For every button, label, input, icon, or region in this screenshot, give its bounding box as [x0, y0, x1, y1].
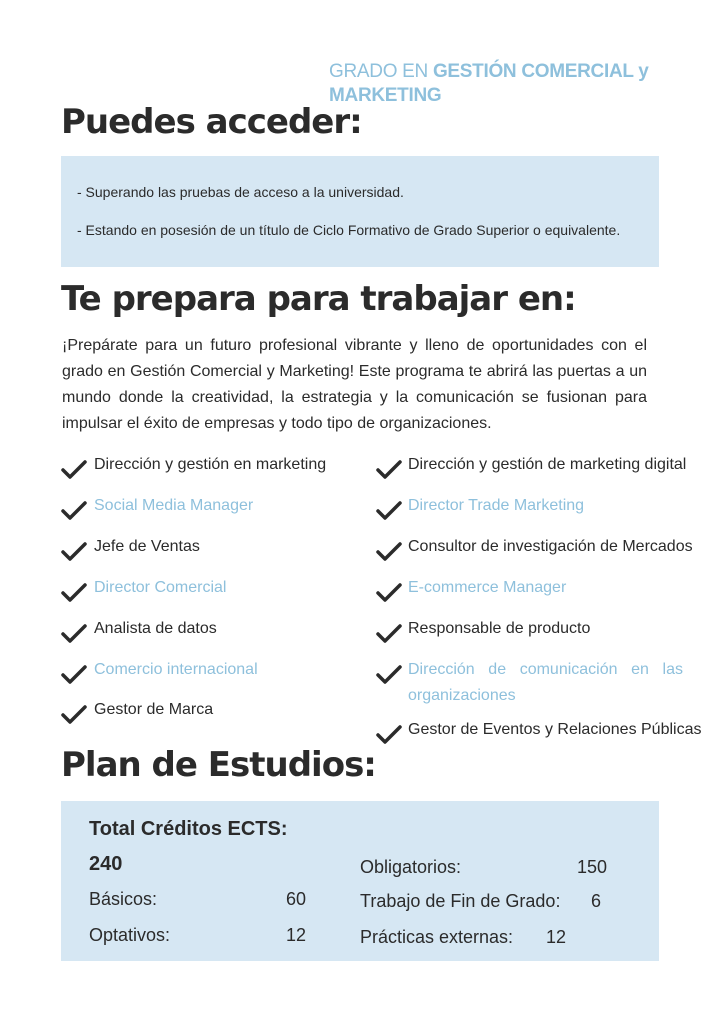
total-credits-label: Total Créditos ECTS: — [89, 818, 288, 840]
checkmark-icon — [61, 582, 87, 604]
career-item: Director Trade Marketing — [408, 497, 585, 514]
degree-title — [329, 60, 689, 108]
checkmark-icon — [61, 500, 87, 522]
checkmark-icon — [376, 459, 402, 481]
career-item: Gestor de Eventos y Relaciones Públicas — [408, 721, 702, 738]
checkmark-icon — [61, 664, 87, 686]
optativos-label: Optativos: — [89, 925, 171, 945]
checkmark-icon — [376, 623, 402, 645]
access-item: - Estando en posesión de un título de Ciclo Formativo de Grado Superior o equivalente. — [77, 222, 621, 238]
checkmark-icon — [61, 541, 87, 563]
access-heading: Puedes acceder: — [61, 102, 362, 142]
careers-intro: ¡Prepárate para un futuro profesional vibrante y lleno de oportunidades con el grado en Gestión Comercial y Marketing! Este programa te abrirá las puertas a un mundo donde la creatividad, la estrategia y la comunicación se fusionan para impulsar el éxito de empresas y todo tipo de organizaciones. — [62, 337, 647, 432]
checkmark-icon — [376, 724, 402, 746]
tfg-value: 6 — [591, 891, 602, 911]
career-item: Social Media Manager — [94, 497, 254, 514]
checkmark-icon — [376, 500, 402, 522]
checkmark-icon — [61, 459, 87, 481]
career-item: Analista de datos — [94, 620, 217, 637]
checkmark-icon — [376, 582, 402, 604]
career-item: Director Comercial — [94, 579, 227, 596]
career-item: Dirección y gestión en marketing — [94, 456, 327, 473]
plan-heading: Plan de Estudios: — [61, 745, 376, 785]
career-item: Jefe de Ventas — [94, 538, 200, 555]
career-item: Consultor de investigación de Mercados — [408, 538, 693, 555]
obligatorios-value: 150 — [577, 857, 608, 877]
career-item: Dirección de comunicación en las organizaciones — [408, 661, 683, 704]
career-item: Dirección y gestión de marketing digital — [408, 456, 687, 473]
career-item: Comercio internacional — [94, 661, 258, 678]
practicas-value: 12 — [546, 927, 567, 947]
checkmark-icon — [61, 623, 87, 645]
basicos-label: Básicos: — [89, 889, 158, 909]
access-item: - Superando las pruebas de acceso a la universidad. — [77, 184, 404, 200]
checkmark-icon — [61, 704, 87, 726]
obligatorios-label: Obligatorios: — [360, 857, 462, 877]
optativos-value: 12 — [286, 925, 307, 945]
plan-box — [61, 801, 659, 961]
careers-heading: Te prepara para trabajar en: — [61, 279, 576, 319]
basicos-value: 60 — [286, 889, 307, 909]
career-item: E-commerce Manager — [408, 579, 567, 596]
career-item: Gestor de Marca — [94, 701, 214, 718]
access-box — [61, 156, 659, 267]
degree-name: GESTIÓN COMERCIAL y MARKETING — [329, 61, 649, 106]
checkmark-icon — [376, 664, 402, 686]
career-item: Responsable de producto — [408, 620, 591, 637]
practicas-label: Prácticas externas: — [360, 927, 514, 947]
tfg-label: Trabajo de Fin de Grado: — [360, 891, 561, 911]
total-credits-value: 240 — [89, 853, 123, 875]
checkmark-icon — [376, 541, 402, 563]
degree-prefix: GRADO EN — [329, 61, 433, 82]
